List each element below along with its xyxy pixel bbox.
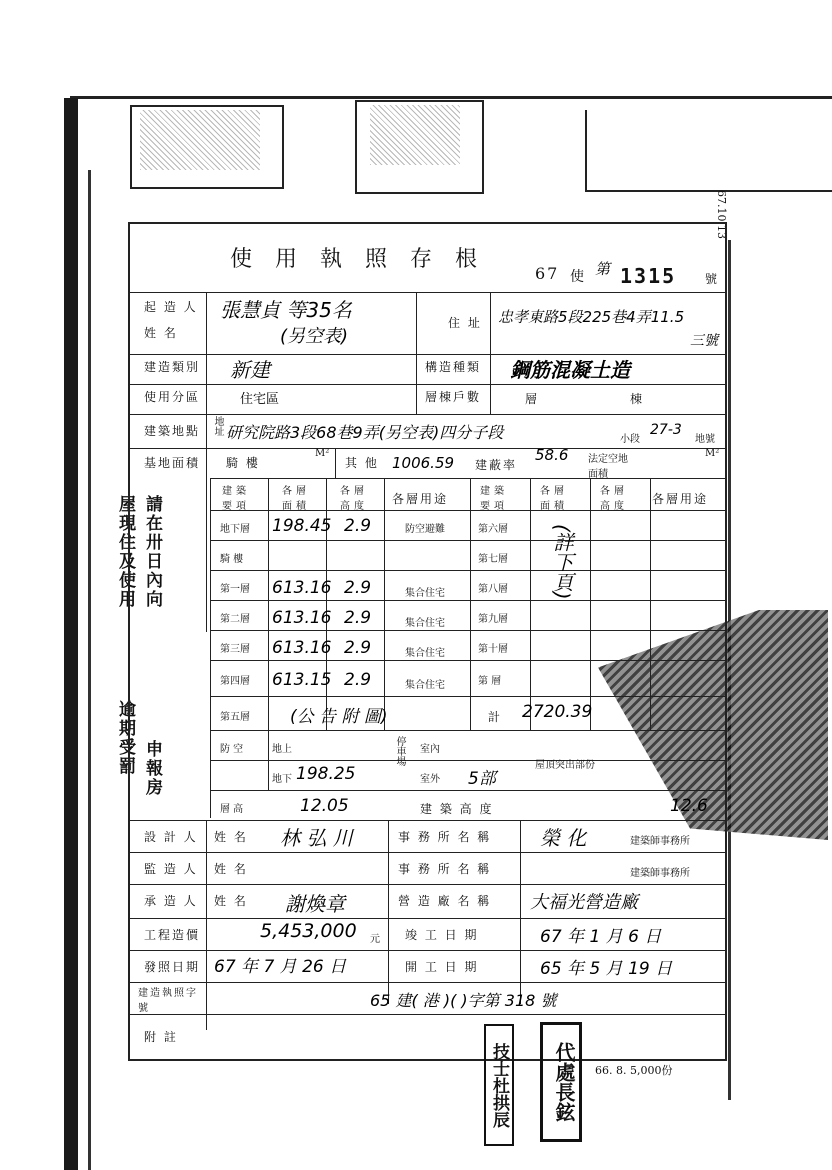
site-label-small: 地址 [212, 416, 223, 436]
chief-stamp: 代處長鉉 [540, 1022, 582, 1142]
side-note-col-1: 請在卅日內向 [142, 495, 162, 609]
trow-5 [210, 660, 725, 661]
contractor-label: 承 造 人 [144, 894, 198, 908]
applicant-name: 張慧貞 等35名 [220, 298, 352, 322]
print-note: 66. 8. 5,000份 [595, 1064, 673, 1077]
floor-name-3: 第二層 [220, 614, 250, 625]
zone-value: 住宅區 [240, 392, 280, 407]
roof-label: 屋頂突出部份 [535, 760, 595, 771]
storey-height-value: 12.05 [300, 796, 349, 816]
shelter-ground: 地上 [272, 744, 292, 755]
applicant-name-label: 姓 名 [144, 326, 178, 340]
designer-office-label: 事 務 所 名 稱 [398, 830, 492, 844]
architect-office-1: 建築師事務所 [630, 836, 690, 847]
hdr-use-left: 各層用途 [392, 492, 449, 506]
site-small-section: 小段 [620, 434, 640, 445]
coverage-value: 58.6 [535, 446, 569, 464]
people-col-1 [206, 820, 207, 1030]
rfloor-5: 第 層 [478, 676, 502, 687]
hdr-height-right: 各層高度 [600, 486, 628, 512]
applicant-name-2: (另空表) [280, 326, 349, 347]
rfloor-4: 第十層 [478, 644, 508, 655]
start-value: 65 年 5 月 19 日 [540, 959, 673, 979]
hdr-area-right: 各層面積 [540, 486, 568, 512]
trow-1 [210, 540, 725, 541]
designer-office: 榮 化 [540, 826, 587, 850]
coverage-label: 建蔽率 [475, 458, 518, 472]
architect-office-2: 建築師事務所 [630, 868, 690, 879]
rfloor-0: 第六層 [478, 524, 508, 535]
designer-label: 設 計 人 [144, 830, 198, 844]
indoor-label: 室內 [420, 744, 440, 755]
building-height-value: 12.6 [670, 796, 708, 816]
legal-open-label: 法定空地面積 [588, 454, 628, 480]
people-col-2 [388, 820, 389, 1004]
floors-label: 層棟戶數 [425, 390, 482, 404]
storey-height-label: 層 高 [220, 804, 244, 815]
floor-height-0: 2.9 [344, 516, 372, 536]
scan-noise-2 [370, 105, 460, 165]
trow-6 [210, 696, 725, 697]
rfloor-2: 第八層 [478, 584, 508, 595]
floor-name-4: 第三層 [220, 644, 250, 655]
floor-height-5: 2.9 [344, 670, 372, 690]
floor-area-5: 613.15 [272, 670, 332, 690]
cost-unit: 元 [370, 934, 380, 945]
floor-area-4: 613.16 [272, 638, 332, 658]
remarks-label: 附 註 [144, 1030, 178, 1044]
floor-name-6: 第五層 [220, 712, 250, 723]
side-note-col-3: 申報房 [142, 740, 162, 797]
tcol-1 [268, 478, 269, 790]
rfloor-1: 第七層 [478, 554, 508, 565]
contractor-name-label: 姓 名 [214, 894, 248, 908]
issue-value: 67 年 7 月 26 日 [214, 957, 347, 977]
rule-3 [130, 384, 725, 385]
start-label: 開 工 日 期 [405, 960, 479, 974]
shelter-underground: 地下 [272, 774, 292, 785]
address-divider-2 [490, 292, 491, 354]
other-divider [335, 448, 336, 478]
tcol-3 [384, 478, 385, 730]
site-lot-value: 27-3 [650, 422, 682, 438]
address-divider-1 [416, 292, 417, 354]
rule-8 [130, 852, 725, 853]
arcade-label: 騎 樓 [226, 456, 260, 470]
trow-9 [210, 790, 725, 791]
table-left-border [210, 478, 211, 818]
legal-open-unit: M² [705, 448, 720, 459]
trow-4 [210, 630, 725, 631]
top-right-edge [585, 110, 832, 192]
outdoor-value: 5部 [468, 769, 496, 789]
floor-height-3: 2.9 [344, 608, 372, 628]
left-edge-line [88, 170, 91, 1170]
hdr-item-right: 建築要項 [480, 486, 508, 512]
floors-value-1: 層 [525, 392, 540, 406]
hdr-area-left: 各層面積 [282, 486, 310, 512]
rfloor-3: 第九層 [478, 614, 508, 625]
left-border-shadow [64, 98, 78, 1170]
rule-6 [210, 478, 725, 479]
permit-number: 1315 [620, 264, 677, 288]
zone-label: 使用分區 [144, 390, 201, 404]
address-label: 住 址 [448, 316, 482, 330]
hdr-use-right: 各層用途 [652, 492, 709, 506]
floor-use-3: 集合住宅 [405, 618, 445, 629]
rule-9 [130, 884, 725, 885]
supervisor-label: 監 造 人 [144, 862, 198, 876]
issue-label: 發照日期 [144, 960, 201, 974]
tcol-5 [530, 478, 531, 730]
rule-5 [130, 448, 725, 449]
hdr-item-left: 建築要項 [222, 486, 250, 512]
rule-7 [130, 820, 725, 821]
rule-1 [130, 292, 725, 293]
address-value: 忠孝東路5段225巷4弄11.5 [498, 308, 685, 326]
floor-area-0: 198.45 [272, 516, 332, 536]
side-note-col-4: 逾期受罰 [115, 700, 135, 776]
firm-value: 大福光營造廠 [530, 892, 638, 913]
base-area-label: 基地面積 [144, 456, 201, 470]
structure-value: 鋼筋混凝土造 [510, 358, 630, 382]
parking-label: 停車場 [394, 736, 405, 766]
completion-label: 竣 工 日 期 [405, 928, 479, 942]
rule-4 [130, 414, 725, 415]
floor-height-4: 2.9 [344, 638, 372, 658]
rule-11 [130, 950, 725, 951]
build-permit-label: 建造執照字號 [138, 988, 198, 1014]
rule-13 [130, 1014, 725, 1015]
floor-name-0: 地下層 [220, 524, 250, 535]
completion-value: 67 年 1 月 6 日 [540, 927, 662, 947]
permit-hand: 第 [595, 260, 611, 278]
supervisor-office-label: 事 務 所 名 稱 [398, 862, 492, 876]
other-label: 其 他 [345, 456, 379, 470]
floor-use-4: 集合住宅 [405, 648, 445, 659]
contractor-name: 謝煥章 [285, 892, 345, 916]
technician-stamp: 技士杜拱辰 [484, 1024, 514, 1146]
cost-value: 5,453,000 [260, 920, 357, 942]
tcol-4 [470, 478, 471, 730]
tcol-6 [590, 478, 591, 730]
top-border-line [70, 96, 832, 99]
applicant-divider [206, 292, 207, 632]
floor-name-5: 第四層 [220, 676, 250, 687]
outdoor-label: 室外 [420, 774, 440, 785]
shelter-value: 198.25 [296, 764, 356, 784]
floor-name-2: 第一層 [220, 584, 250, 595]
floor-name-1: 騎 樓 [220, 554, 244, 565]
hdr-height-left: 各層高度 [340, 486, 368, 512]
scan-noise-1 [140, 110, 260, 170]
tcol-7 [650, 478, 651, 730]
floor-area-3: 613.16 [272, 608, 332, 628]
site-label: 建築地點 [144, 424, 201, 438]
floor-height-2: 2.9 [344, 578, 372, 598]
trow-7 [210, 730, 725, 731]
permit-suffix: 號 [705, 272, 720, 286]
side-note-col-2: 屋現住及使用 [115, 495, 135, 609]
firm-label: 營 造 廠 名 稱 [398, 894, 492, 908]
shelter-label: 防 空 [220, 744, 244, 755]
rule-12 [130, 982, 725, 983]
trow-3 [210, 600, 725, 601]
designer-name-label: 姓 名 [214, 830, 248, 844]
form-title: 使 用 執 照 存 根 [230, 247, 485, 272]
right-note: (詳下頁) [550, 524, 574, 600]
supervisor-name-label: 姓 名 [214, 862, 248, 876]
permit-form [128, 222, 727, 1061]
address-value-2: 三號 [690, 333, 718, 349]
total-value: 2720.39 [522, 702, 593, 722]
site-value: 研究院路3段68巷9弄(另空表)四分子段 [226, 423, 504, 442]
building-height-label: 建 築 高 度 [420, 802, 494, 816]
permit-char: 使 [570, 269, 586, 285]
designer-name: 林 弘 川 [280, 826, 353, 850]
applicant-label: 起 造 人 [144, 300, 198, 314]
floor-area-6: (公 告 附 圖) [290, 707, 388, 727]
trow-8 [210, 760, 725, 761]
arcade-unit: M² [315, 448, 330, 459]
rule-2 [130, 354, 725, 355]
site-lot-no: 地號 [695, 434, 715, 445]
rule-10 [130, 918, 725, 919]
floor-area-2: 613.16 [272, 578, 332, 598]
trow-2 [210, 570, 725, 571]
people-col-3 [520, 820, 521, 1004]
total-label: 計 [488, 710, 503, 724]
building-type-value: 新建 [230, 358, 270, 382]
floors-value-2: 棟 [630, 392, 645, 406]
received-stamp: 67.10.13 [715, 190, 728, 239]
cost-label: 工程造價 [144, 928, 201, 942]
floor-use-5: 集合住宅 [405, 680, 445, 691]
trow-0 [210, 510, 725, 511]
build-permit-value: 65 建( 港 )( )字第 318 號 [370, 991, 557, 1010]
building-type-label: 建造類別 [144, 360, 201, 374]
floor-use-2: 集合住宅 [405, 588, 445, 599]
other-value: 1006.59 [392, 454, 455, 472]
floor-use-0: 防空避難 [405, 524, 445, 535]
permit-year: 67 [535, 264, 560, 283]
structure-label: 構造種類 [425, 360, 482, 374]
